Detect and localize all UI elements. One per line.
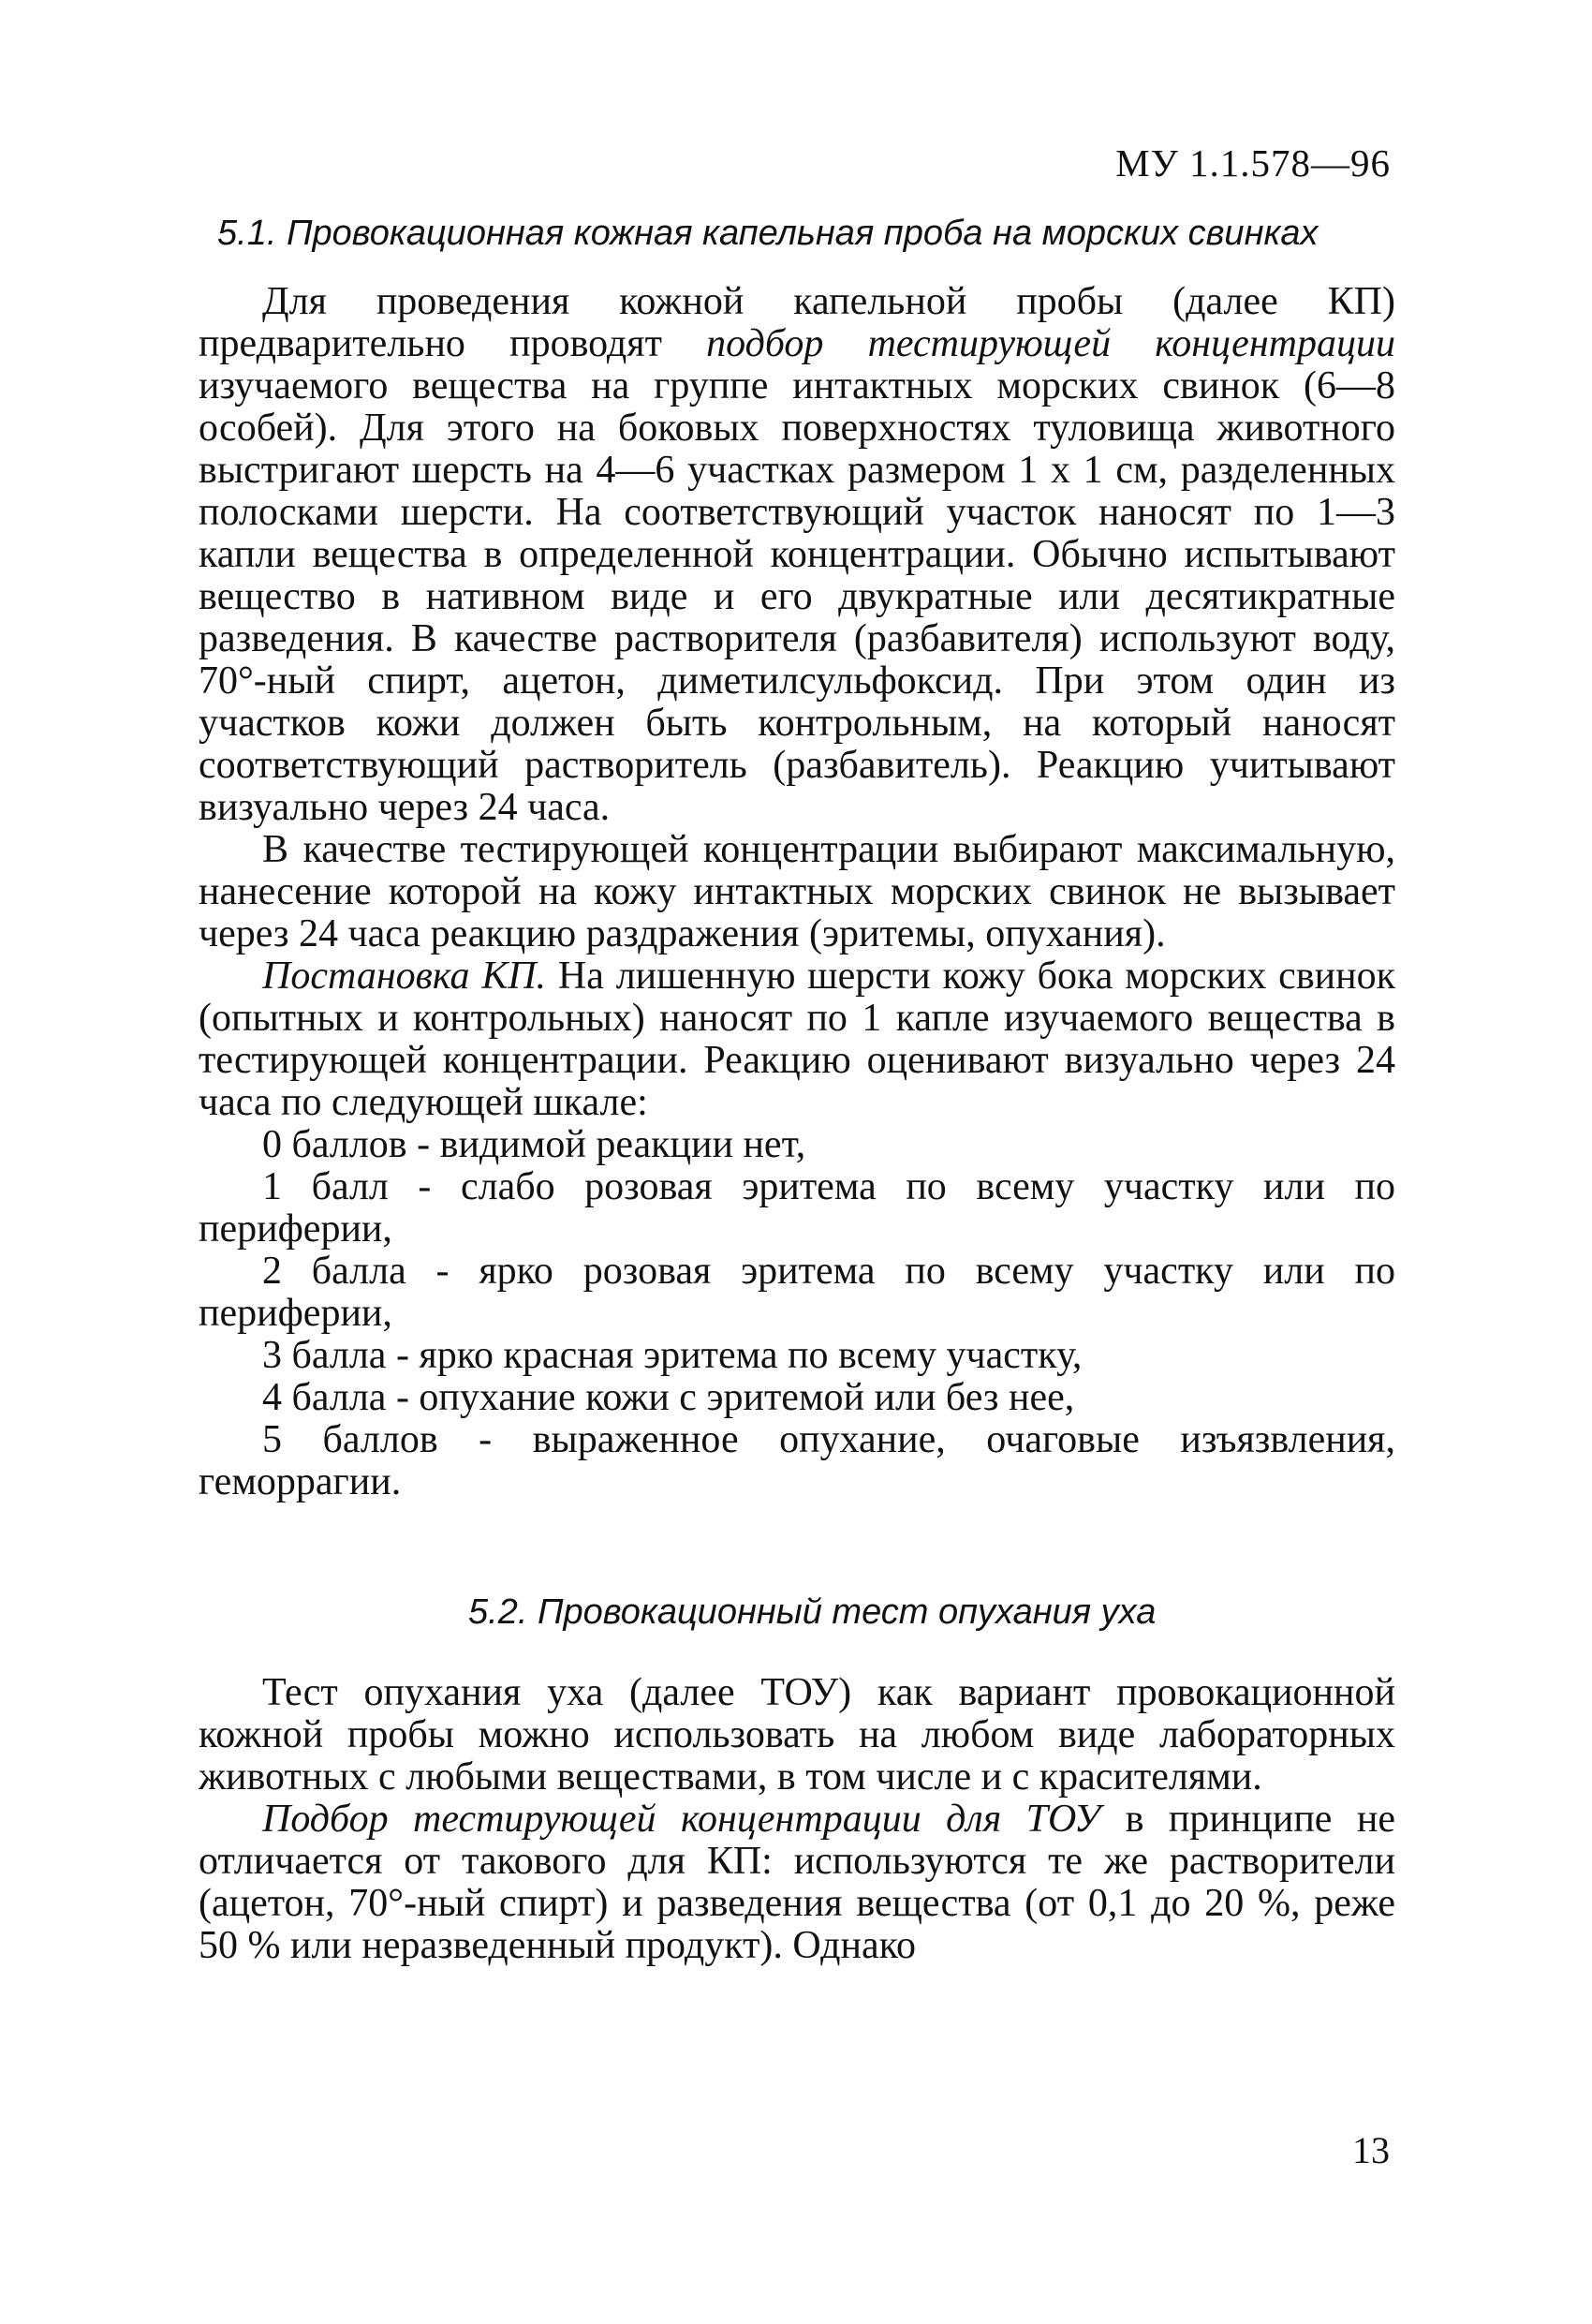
emphasis-text: подбор тестирующей концентрации: [706, 322, 1395, 365]
scale-item: 3 балла - ярко красная эритема по всему участку,: [262, 1334, 1083, 1377]
section-body-5-1: [199, 281, 1395, 1503]
paragraph-text: Для проведения кожной капельной пробы (далее КП) предварительно проводят: [199, 280, 1395, 365]
scale-item: 5 баллов - выраженное опухание, очаговые изъязвления, геморрагии.: [199, 1418, 1395, 1503]
scale-item: 0 баллов - видимой реакции нет,: [262, 1123, 806, 1166]
emphasis-text: Подбор тестирующей концентрации для ТОУ: [262, 1798, 1101, 1841]
paragraph-text: изучаемого вещества на группе интактных морских свинок (6—8 особей). Для этого на боковых поверхностях туловища животного выстригают шерсть на 4—6 участках размером 1 х 1 см, разделенных полосками шерсти. На соответствующий участок наносят по 1—3 капли вещества в определенной концентрации. Обычно испытывают вещество в нативном виде и его двукратные или десятикратные разведения. В качестве растворителя (разбавителя) используют воду, 70°-ный спирт, ацетон, диметилсульфоксид. При этом один из участков кожи должен быть контрольным, на который наносят соответствующий растворитель (разбавитель). Реакцию учитывают визуально через 24 часа.: [199, 364, 1395, 829]
section-body-5-2: [199, 1672, 1395, 1967]
paragraph-text: в принципе не отличается от такового для КП: используются те же растворители (ацетон, 70°-ный спирт) и разведения вещества (от 0,1 до 20 %, реже 50 % или неразведенный продукт). Однако: [199, 1798, 1395, 1967]
section-heading-5-1: 5.1. Провокационная кожная капельная проба на морских свинках: [217, 214, 1319, 253]
emphasis-text: Постановка КП.: [262, 955, 547, 998]
paragraph: В качестве тестирующей концентрации выбирают максимальную, нанесение которой на кожу интактных морских свинок не вызывает через 24 часа реакцию раздражения (эритемы, опухания).: [199, 828, 1395, 955]
document-code: МУ 1.1.578—96: [1115, 141, 1391, 185]
scale-item: 2 балла - ярко розовая эритема по всему участку или по периферии,: [199, 1250, 1395, 1335]
paragraph: [199, 1799, 1395, 1967]
section-heading-5-2: 5.2. Провокационный тест опухания уха: [468, 1592, 1157, 1632]
paragraph-text: На лишенную шерсти кожу бока морских свинок (опытных и контрольных) наносят по 1 капле изучаемого вещества в тестирующей концентрации. Реакцию оценивают визуально через 24 часа по следующей шкале:: [199, 955, 1396, 1124]
paragraph: [199, 955, 1395, 1124]
scale-item: 4 балла - опухание кожи с эритемой или без нее,: [262, 1376, 1075, 1419]
page-number: 13: [1352, 2129, 1390, 2171]
scale-item: 1 балл - слабо розовая эритема по всему участку или по периферии,: [199, 1165, 1395, 1251]
paragraph: [199, 281, 1395, 829]
paragraph: Тест опухания уха (далее ТОУ) как вариант провокационной кожной пробы можно использовать на любом виде лабораторных животных с любыми веществами, в том числе и с красителями.: [199, 1671, 1395, 1799]
